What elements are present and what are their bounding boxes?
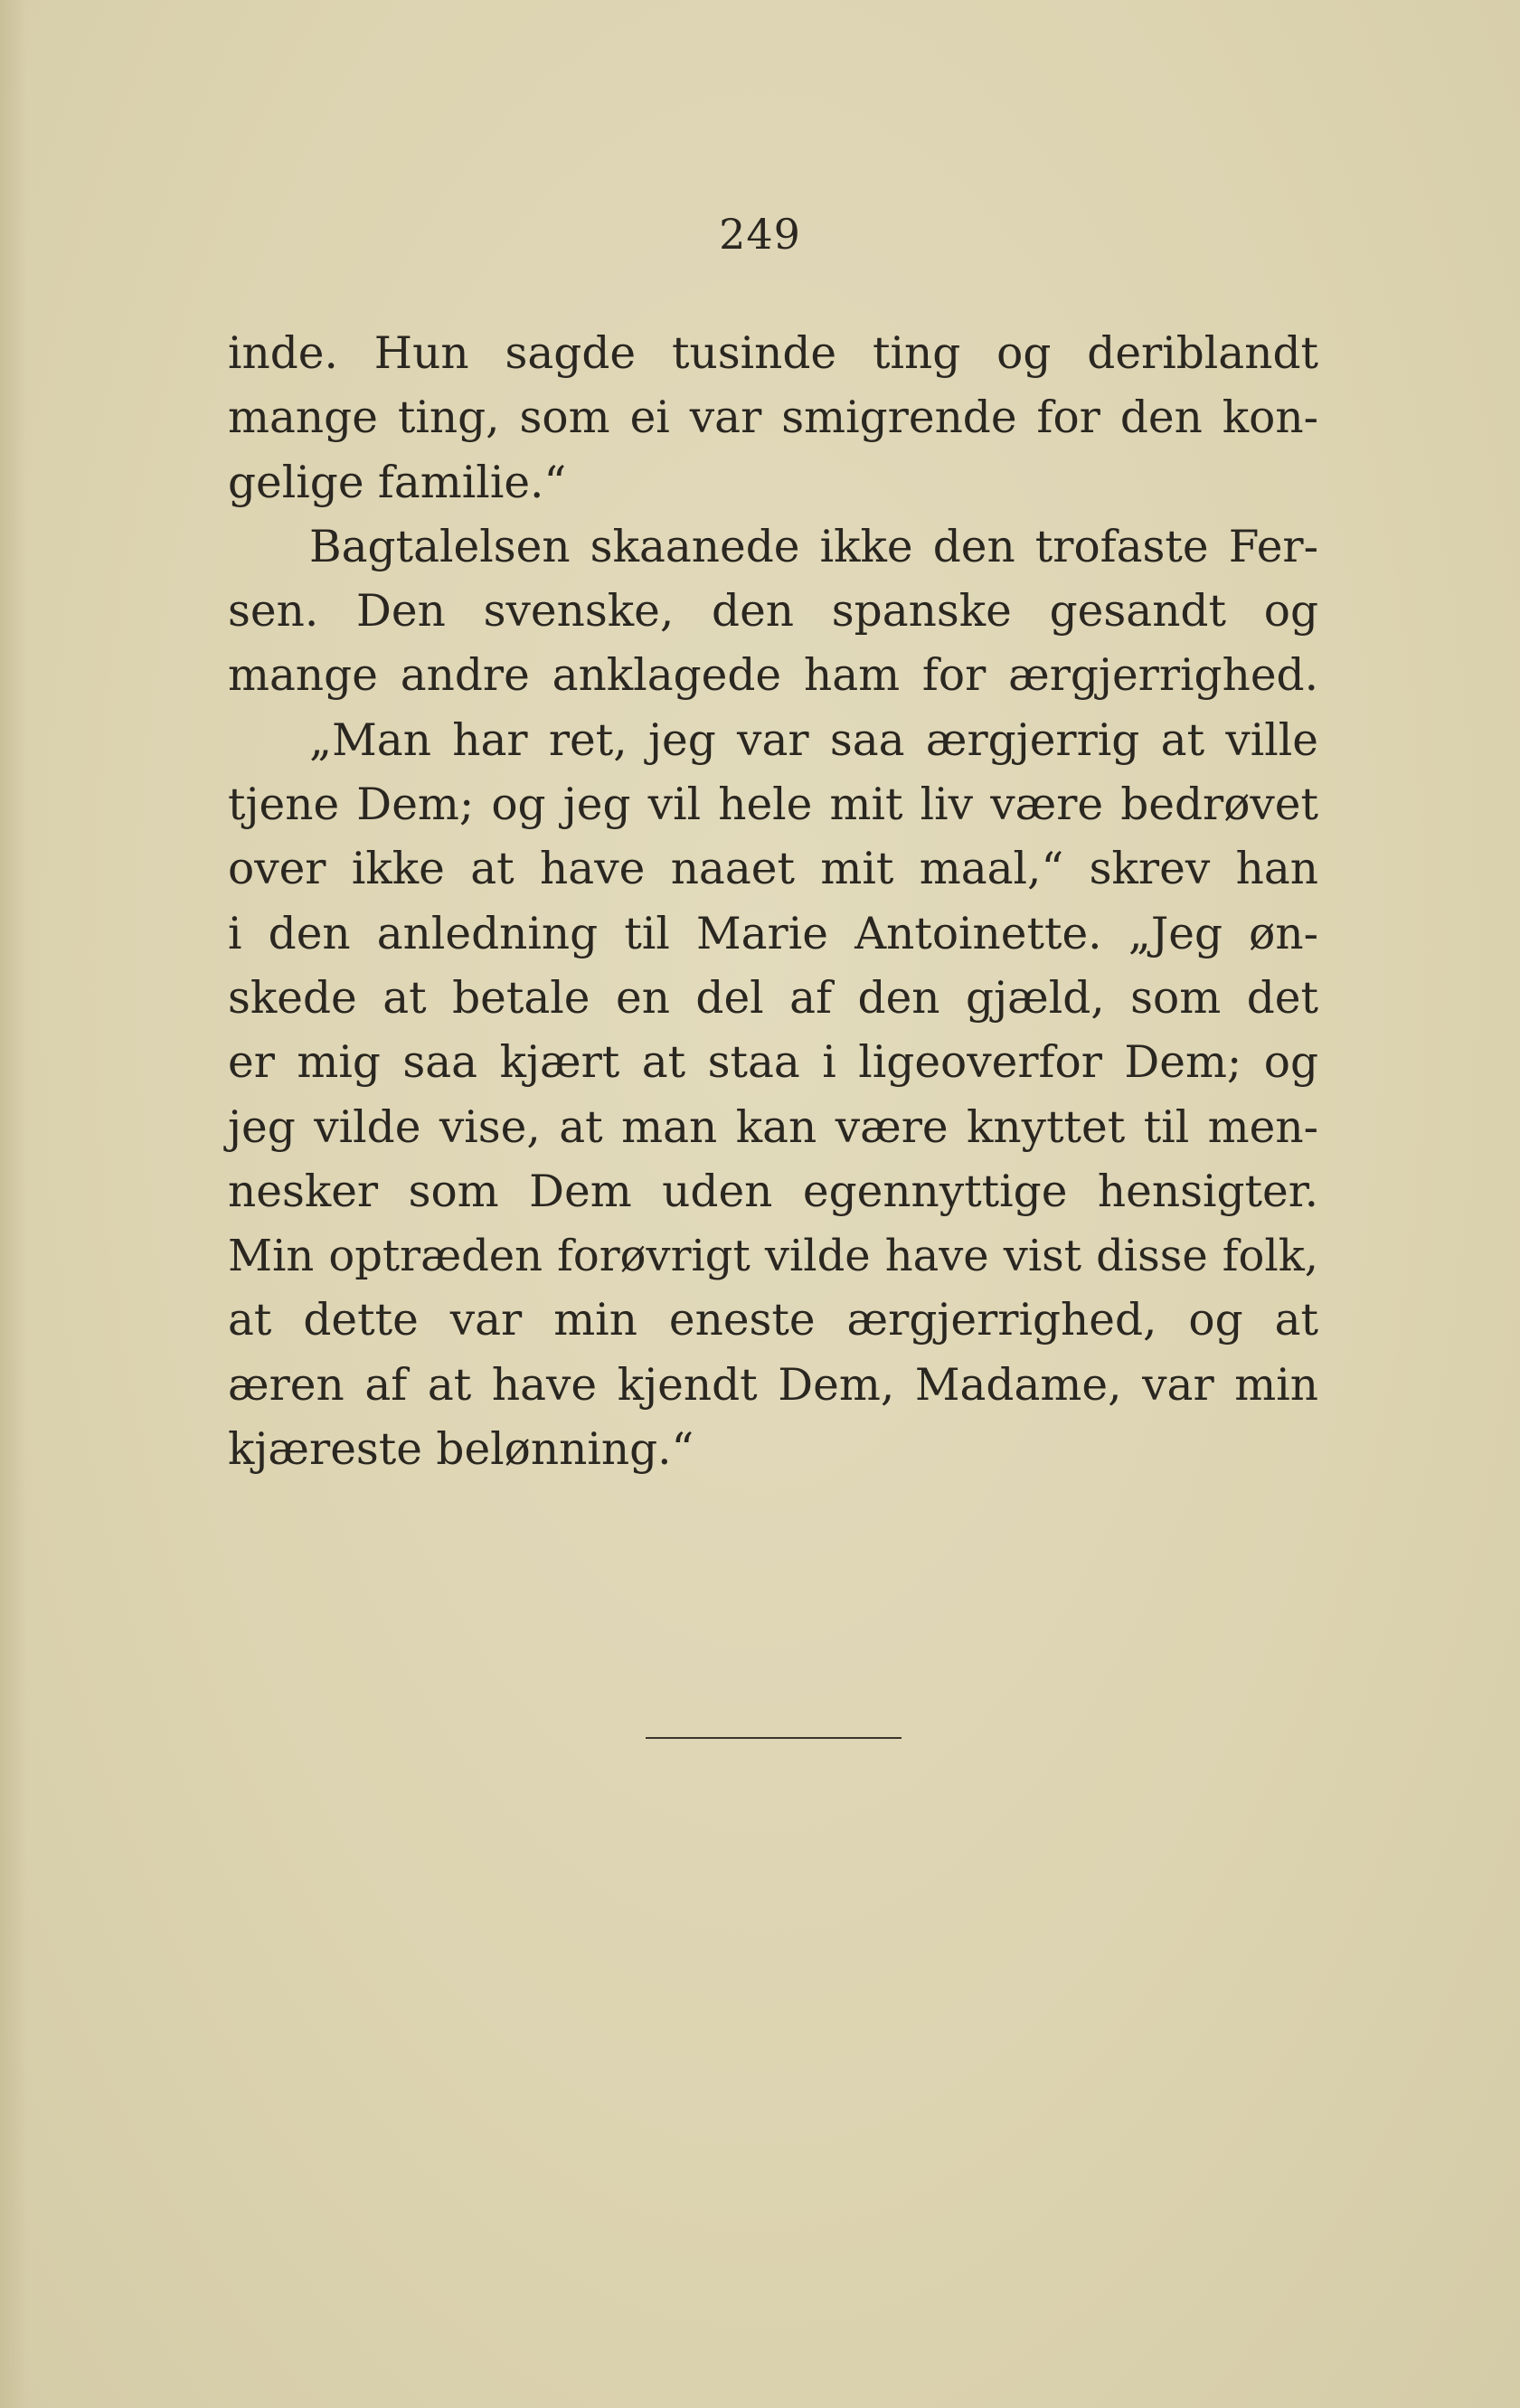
text-line: i den anledning til Marie Antoinette. „Jeg øn- (228, 908, 1318, 959)
text-line: mange ting, som ei var smigrende for den kon- (228, 392, 1318, 444)
text-line: sen. Den svenske, den spanske gesandt og (228, 586, 1318, 637)
text-line: gelige familie.“ (228, 457, 567, 508)
text-line: mange andre anklagede ham for ærgjerrighed. (228, 650, 1318, 702)
section-end-rule (646, 1737, 902, 1739)
text-line: Min optræden forøvrigt vilde have vist disse folk, (228, 1232, 1318, 1282)
spine-shadow (0, 0, 27, 2408)
body-text (228, 322, 1318, 1482)
text-line: jeg vilde vise, at man kan være knyttet til men- (228, 1101, 1318, 1153)
text-line: inde. Hun sagde tusinde ting og deriblandt (228, 328, 1318, 379)
text-line: kjæreste belønning.“ (228, 1424, 694, 1476)
text-line: er mig saa kjært at staa i ligeoverfor Dem; og (228, 1037, 1318, 1089)
text-line: tjene Dem; og jeg vil hele mit liv være bedrøvet (228, 779, 1318, 831)
text-line: æren af at have kjendt Dem, Madame, var min (228, 1359, 1318, 1411)
text-line: nesker som Dem uden egennyttige hensigter. (228, 1166, 1318, 1217)
text-line: over ikke at have naaet mit maal,“ skrev han (228, 844, 1318, 895)
text-line: skede at betale en del af den gjæld, som det (228, 972, 1318, 1024)
text-line: „Man har ret, jeg var saa ærgjerrig at ville (309, 714, 1318, 766)
text-line: at dette var min eneste ærgjerrighed, og at (228, 1295, 1318, 1346)
text-line: Bagtalelsen skaanede ikke den trofaste Fer- (309, 521, 1318, 572)
page-number: 249 (719, 210, 801, 259)
